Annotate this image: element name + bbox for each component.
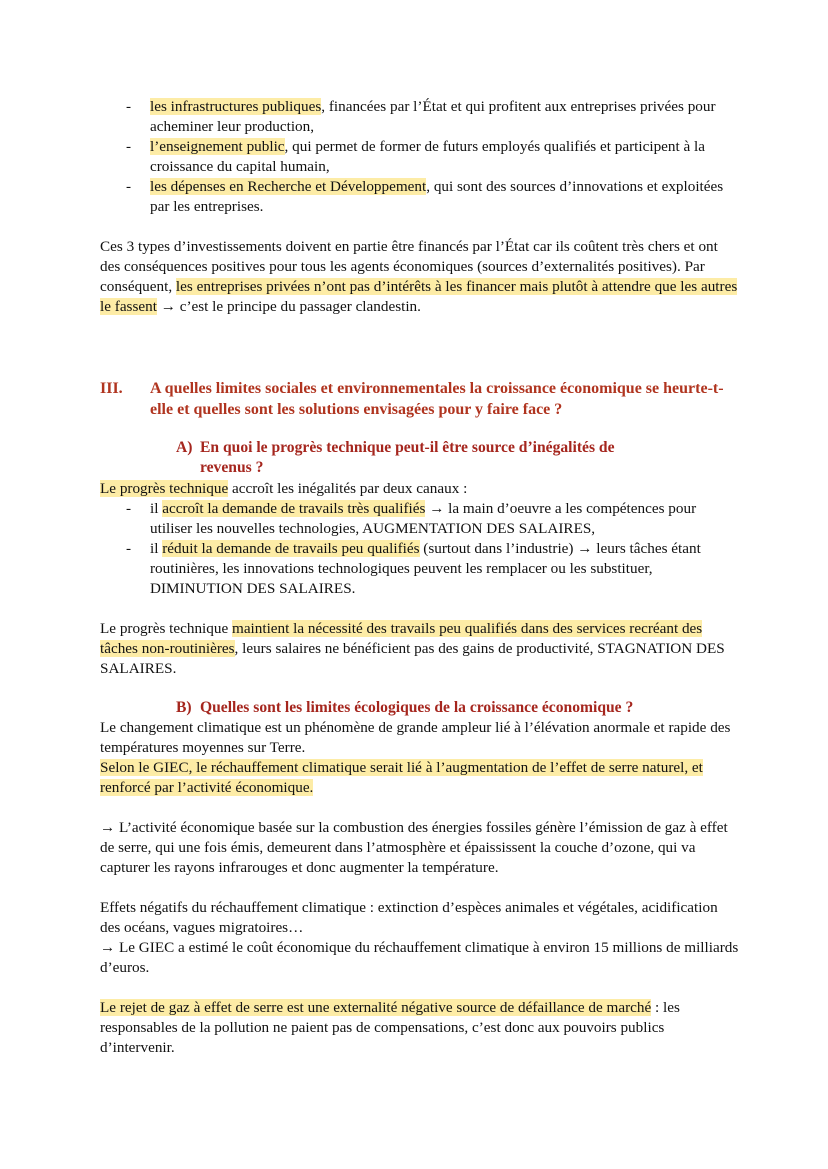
- list-item: - l’enseignement public, qui permet de former de futurs employés qualifiés et participent à la croissance du capital humain,: [126, 138, 706, 175]
- paragraph-intro-a: Le progrès technique accroît les inégalités par deux canaux :: [100, 480, 468, 497]
- paragraph-investments: Ces 3 types d’investissements doivent en partie être financés par l’État car ils coûtent très chers et ont des conséquences positives pour tous les agents économiques (sources d’externalités positives). Par conséquent, les entreprises privées n’ont pas d’intérêts à les financer mais plutôt à attendre que les autres le fassent → c’est le principe du passager clandestin.: [100, 238, 738, 315]
- paragraph-b3: Effets négatifs du réchauffement climatique : extinction d’espèces animales et végétales, acidification des océans, vagues migratoires… → Le GIEC a estimé le coût économique du réchauffement climatique à environ 15 millions de milliards d’euros.: [100, 899, 739, 976]
- subsection-heading-a: A) En quoi le progrès technique peut-il être source d’inégalités de revenus ?: [176, 439, 615, 476]
- investment-bullet-list: [100, 97, 740, 217]
- highlighted-text: les entreprises privées n’ont pas d’intérêts à les financer mais plutôt à attendre que les autres le fassent: [100, 278, 738, 315]
- subsection-heading-b: B) Quelles sont les limites écologiques de la croissance économique ?: [176, 699, 634, 716]
- highlighted-text: les dépenses en Recherche et Développement: [150, 178, 427, 195]
- highlighted-text: réduit la demande de travails peu qualifiés: [162, 540, 420, 557]
- section-number: III.: [100, 380, 123, 397]
- paragraph-b2: → L’activité économique basée sur la combustion des énergies fossiles génère l’émission de gaz à effet de serre, qui une fois émis, demeurent dans l’atmosphère et épaississent la couche d’ozone, qui va capturer les rayons infrarouges et donc augmenter la température.: [100, 819, 728, 876]
- list-item: - les infrastructures publiques, financées par l’État et qui profitent aux entreprises privées pour acheminer leur production,: [126, 98, 716, 135]
- section-title: A quelles limites sociales et environnementales la croissance économique se heurte-t-elle et quelles sont les solutions envisagées pour y faire face ?: [150, 380, 724, 418]
- list-item: - les dépenses en Recherche et Développement, qui sont des sources d’innovations et exploitées par les entreprises.: [126, 178, 724, 215]
- highlighted-text: les infrastructures publiques: [150, 98, 322, 115]
- highlighted-text: l’enseignement public: [150, 138, 285, 155]
- highlighted-text: Le progrès technique: [100, 480, 229, 497]
- list-item: - il accroît la demande de travails très qualifiés → la main d’oeuvre a les compétences pour utiliser les nouvelles technologies, AUGMENTATION DES SALAIRES,: [126, 500, 697, 537]
- paragraph-b1: Le changement climatique est un phénomène de grande ampleur lié à l’élévation anormale et rapide des températures moyennes sur Terre. Selon le GIEC, le réchauffement climatique serait lié à l’augmentation de l’effet de serre naturel, et renforcé par l’activité économique.: [100, 719, 731, 796]
- inequality-bullet-list: [100, 499, 740, 599]
- highlighted-text: accroît la demande de travails très qualifiés: [162, 500, 426, 517]
- highlighted-text: maintient la nécessité des travails peu qualifiés dans des services recréant des tâches non-routinières: [100, 620, 703, 657]
- paragraph-b5: Le rejet de gaz à effet de serre est une externalité négative source de défaillance de marché : les responsables de la pollution ne paient pas de compensations, c’est donc aux pouvoirs publics d’intervenir.: [100, 999, 680, 1056]
- paragraph-a2: Le progrès technique maintient la nécessité des travails peu qualifiés dans des services recréant des tâches non-routinières, leurs salaires ne bénéficient pas des gains de productivité, STAGNATION DES SALAIRES.: [100, 620, 725, 677]
- list-item: - il réduit la demande de travails peu qualifiés (surtout dans l’industrie) → leurs tâches étant routinières, les innovations technologiques peuvent les remplacer ou les substituer, DIMINUTION DES SALAIRES.: [126, 540, 701, 597]
- highlighted-text: Le rejet de gaz à effet de serre est une externalité négative source de défaillance de marché: [100, 999, 652, 1016]
- section-heading-iii: [100, 378, 740, 420]
- highlighted-text: Selon le GIEC, le réchauffement climatique serait lié à l’augmentation de l’effet de serre naturel, et renforcé par l’activité économique.: [100, 759, 703, 796]
